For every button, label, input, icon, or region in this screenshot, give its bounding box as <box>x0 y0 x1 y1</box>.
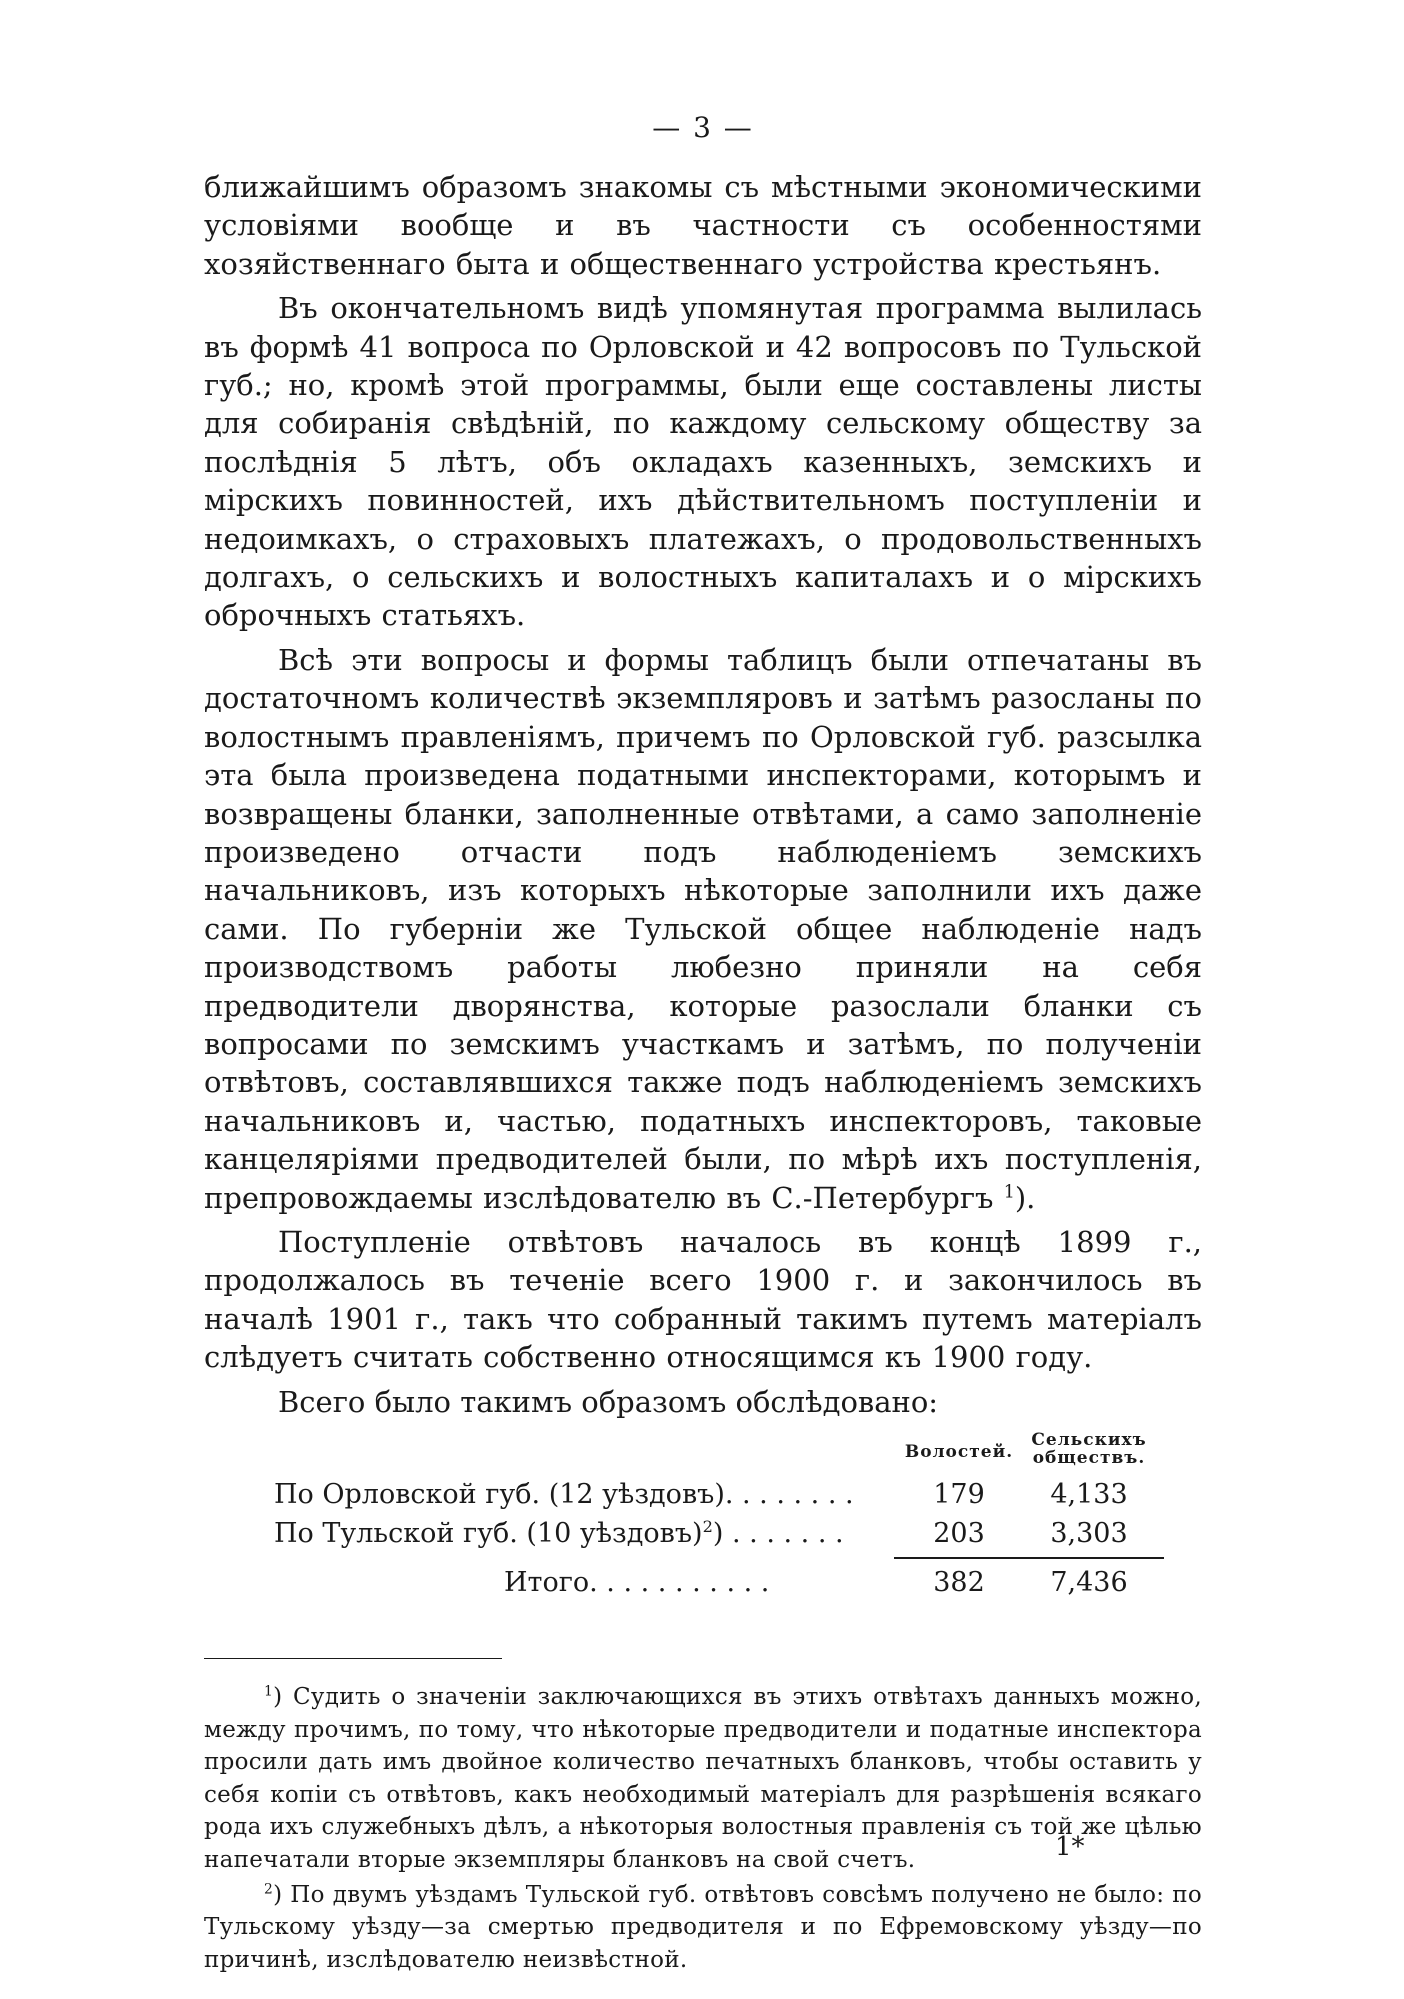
footnote-2-text: ) По двумъ уѣздамъ Тульской губ. отвѣтовъ совсѣмъ получено не было: по Тульскому уѣзду—за смертью предводителя и по Ефремовскому уѣзду—по причинѣ, изслѣдователю неизвѣстной. <box>204 1881 1202 1973</box>
page-content <box>204 110 1202 1976</box>
table-row <box>204 1514 1202 1553</box>
total-volosts: 382 <box>933 1567 985 1598</box>
column-header-societies-line1: Сельскихъ <box>1031 1430 1147 1450</box>
row-label <box>274 1514 844 1553</box>
summary-intro: Всего было такимъ образомъ обслѣдовано: <box>278 1384 939 1419</box>
footnote-1-text: ) Судить о значеніи заключающихся въ этихъ отвѣтахъ данныхъ можно, между прочимъ, по тому, что нѣкоторые предводители и податные инспектора просили дать имъ двойное количество печатныхъ бланковъ, чтобы оставить у себя копіи съ отвѣтовъ, какъ необходимый матеріалъ для разрѣшенія всякаго рода ихъ служебныхъ дѣлъ, а нѣкоторыя волостныя правленія съ той же цѣлью напечатали вторые экземпляры бланковъ на свой счетъ. <box>204 1684 1202 1873</box>
paragraph-2: Въ окончательномъ видѣ упомянутая программа вылилась въ формѣ 41 вопроса по Орловской и 42 вопросовъ по Тульской губ.; но, кромѣ этой программы, были еще составлены листы для собиранія свѣдѣній, по каждому сельскому обществу за послѣднія 5 лѣтъ, объ окладахъ казенныхъ, земскихъ и мірскихъ повинностей, ихъ дѣйствительномъ поступленіи и недоимкахъ, о страховыхъ платежахъ, о продовольственныхъ долгахъ, о сельскихъ и волостныхъ капиталахъ и о мірскихъ оброчныхъ статьяхъ. <box>204 291 1202 633</box>
paragraph-3-suffix: ). <box>1014 1180 1036 1215</box>
total-societies: 7,436 <box>1050 1567 1128 1598</box>
paragraph-3 <box>204 641 1202 1217</box>
footnote-ref-1: 1 <box>1003 1181 1015 1202</box>
row-label: По Орловской губ. (12 уѣздовъ). . . . . . . . <box>274 1479 854 1510</box>
page-number: — 3 — <box>652 111 754 144</box>
row-societies: 4,133 <box>1050 1479 1128 1510</box>
footnote-ref-2: 2 <box>702 1517 713 1536</box>
row-volosts: 203 <box>933 1518 985 1549</box>
footnote-2-marker: 2 <box>264 1880 274 1897</box>
table-total-row <box>204 1563 1202 1602</box>
table-row <box>204 1475 1202 1514</box>
footnote-1-marker: 1 <box>264 1683 274 1700</box>
paragraph-1: ближайшимъ образомъ знакомы съ мѣстными экономическими условіями вообще и въ частности съ особенностями хозяйственнаго быта и общественнаго устройства крестьянъ. <box>204 170 1202 281</box>
column-header-societies-line2: обществъ. <box>1032 1448 1146 1468</box>
footnote-1 <box>204 1681 1202 1877</box>
row-volosts: 179 <box>933 1479 985 1510</box>
signature-mark: 1* <box>1055 1832 1085 1862</box>
footnote-2 <box>204 1879 1202 1977</box>
row-societies: 3,303 <box>1050 1518 1128 1549</box>
paragraph-4: Поступленіе отвѣтовъ началось въ концѣ 1899 г., продолжалось въ теченіе всего 1900 г. и закончилось въ началѣ 1901 г., такъ что собранный такимъ путемъ матеріалъ слѣдуетъ считать собственно относящимся къ 1900 году. <box>204 1224 1202 1375</box>
column-header-societies <box>1024 1431 1154 1467</box>
column-header-volosts: Волостей. <box>904 1442 1014 1462</box>
summary-table <box>204 1425 1202 1602</box>
summary-header <box>204 1425 1202 1475</box>
footnote-divider <box>204 1658 502 1659</box>
paragraph-3-text: Всѣ эти вопросы и формы таблицъ были отпечатаны въ достаточномъ количествѣ экземпляровъ и затѣмъ разосланы по волостнымъ правленіямъ, причемъ по Орловской губ. разсылка эта была произведена податными инспекторами, которымъ и возвращены бланки, заполненные отвѣтами, а само заполненіе произведено отчасти подъ наблюденіемъ земскихъ начальниковъ, изъ которыхъ нѣкоторые заполнили ихъ даже сами. По губерніи же Тульской общее наблюденіе надъ производствомъ работы любезно приняли на себя предводители дворянства, которые разослали бланки съ вопросами по земскимъ участкамъ и затѣмъ, по полученіи отвѣтовъ, составлявшихся также подъ наблюденіемъ земскихъ начальниковъ и, частью, податныхъ инспекторовъ, таковые канцеляріями предводителей были, по мѣрѣ ихъ поступленія, препровождаемы изслѣдователю въ С.-Петербургъ <box>204 642 1202 1215</box>
total-label: Итого. . . . . . . . . . . <box>504 1567 770 1598</box>
row-label-pre: По Тульской губ. (10 уѣздовъ) <box>274 1518 703 1549</box>
row-label-post: ) . . . . . . . <box>712 1518 844 1549</box>
total-rule <box>894 1557 1164 1559</box>
